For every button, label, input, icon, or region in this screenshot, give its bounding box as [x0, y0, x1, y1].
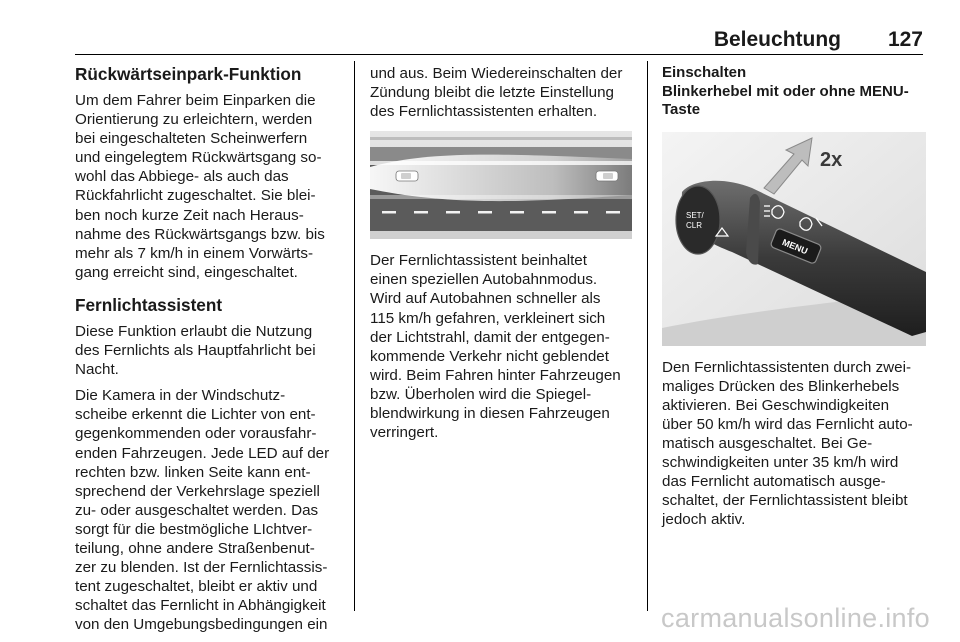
paragraph-reverse-parking — [75, 91, 345, 282]
text-line: blendwirkung in diesen Fahrzeugen — [370, 405, 610, 423]
text-line: scheibe erkennt die Lichter von ent- — [75, 406, 316, 424]
text-line: ben noch kurze Zeit nach Heraus- — [75, 206, 304, 224]
text-line: Blinkerhebel mit oder ohne MENU- — [662, 82, 909, 100]
text-line: einen speziellen Autobahnmodus. — [370, 271, 598, 289]
text-line: mehr als 7 km/h in einem Vorwärts- — [75, 244, 314, 262]
column-1 — [75, 64, 345, 641]
paragraph-motorway-mode — [370, 251, 640, 442]
press-twice-label: 2x — [820, 148, 843, 171]
text-line: Taste — [662, 101, 701, 118]
car-left-icon — [396, 171, 418, 181]
text-line: schaltet das Fernlicht in Abhängigkeit — [75, 597, 326, 615]
text-line: sprechend der Verkehrslage speziell — [75, 482, 320, 500]
page-header — [75, 24, 923, 52]
text-line: des Fernlichtassistenten erhalten. — [370, 103, 598, 121]
text-line: Diese Funktion erlaubt die Nutzung — [75, 322, 313, 340]
text-line: sorgt für die bestmögliche LIchtver- — [75, 520, 313, 538]
column-2 — [370, 64, 640, 449]
header-rule — [75, 54, 923, 55]
paragraph-continued — [370, 64, 640, 121]
car-right-icon — [596, 171, 618, 181]
text-line: und eingelegtem Rückwärtsgang so- — [75, 149, 322, 167]
text-line: schaltet, der Fernlichtassistent bleibt — [662, 492, 908, 510]
paragraph-activation — [662, 358, 928, 530]
text-line: zu- oder ausgeschaltet werden. Das — [75, 501, 319, 519]
text-line: gegenkommenden oder vorausfahr- — [75, 425, 317, 443]
page-number: 127 — [887, 28, 923, 51]
turn-signal-lever-illustration — [662, 132, 926, 346]
column-3 — [662, 64, 928, 536]
text-line: enden Fahrzeugen. Jede LED auf der — [75, 444, 330, 462]
text-line: Zündung bleibt die letzte Einstellung — [370, 84, 615, 102]
text-line: rechten bzw. linken Seite kann ent- — [75, 463, 311, 481]
page-title: Beleuchtung — [713, 28, 841, 51]
set-clr-label: CLR — [686, 220, 703, 230]
text-line: Den Fernlichtassistenten durch zwei- — [662, 358, 912, 376]
column-divider-2 — [647, 61, 648, 611]
text-line: der Lichtstrahl, damit der entgegen- — [370, 328, 610, 346]
text-line: von den Umgebungsbedingungen ein — [75, 616, 328, 634]
text-line: nahme des Rückwärtsgangs bzw. bis — [75, 225, 325, 243]
text-line: das Fernlicht automatisch ausge- — [662, 473, 886, 491]
text-line: jedoch aktiv. — [662, 511, 746, 529]
column-divider-1 — [354, 61, 355, 611]
section-heading-reverse-parking: Rückwärtseinpark-Funktion — [75, 64, 302, 84]
text-line: maliges Drücken des Blinkerhebels — [662, 377, 900, 395]
text-line: wohl das Abbiege- als auch das — [75, 168, 289, 186]
text-line: Die Kamera in der Windschutz- — [75, 387, 286, 405]
text-line: Nacht. — [75, 361, 119, 379]
text-line: teilung, ohne andere Straßenbenut- — [75, 539, 315, 557]
highway-beam-illustration — [370, 131, 632, 239]
text-line: bei eingeschalteten Scheinwerfern — [75, 130, 308, 148]
text-line: Rückfahrlicht zugeschaltet. Sie blei- — [75, 187, 316, 205]
text-line: matisch ausgeschaltet. Bei Ge- — [662, 434, 873, 452]
set-clr-label: SET/ — [686, 210, 704, 220]
text-line: wird. Beim Fahren hinter Fahrzeugen — [370, 366, 621, 384]
text-line: und aus. Beim Wiedereinschalten der — [370, 65, 623, 82]
text-line: Der Fernlichtassistent beinhaltet — [370, 252, 587, 270]
text-line: Orientierung zu erleichtern, werden — [75, 111, 313, 129]
text-line: gang erreicht sind, eingeschaltet. — [75, 263, 298, 281]
text-line: schwindigkeiten unter 35 km/h wird — [662, 453, 899, 471]
text-line: tent zugeschaltet, bleibt er aktiv und — [75, 578, 318, 596]
watermark: carmanualsonline.info — [661, 603, 930, 633]
paragraph-high-beam-intro — [75, 322, 345, 379]
text-line: bzw. Überholen wird die Spiegel- — [370, 385, 592, 403]
text-line: zer zu blenden. Ist der Fernlichtassis- — [75, 559, 328, 577]
text-line: kommende Verkehr nicht geblendet — [370, 347, 609, 365]
text-line: 115 km/h gefahren, verkleinert sich — [370, 309, 606, 327]
text-line: des Fernlichts als Hauptfahrlicht bei — [75, 342, 316, 360]
text-line: über 50 km/h wird das Fernlicht auto- — [662, 415, 913, 433]
text-line: Um dem Fahrer beim Einparken die — [75, 92, 316, 109]
menu-button-label: MENU — [780, 236, 810, 256]
section-heading-activation: Einschalten — [662, 64, 747, 81]
text-line: aktivieren. Bei Geschwindigkeiten — [662, 396, 890, 414]
section-heading-high-beam-assist: Fernlichtassistent — [75, 294, 223, 315]
text-line: Wird auf Autobahnen schneller als — [370, 290, 601, 308]
text-line: verringert. — [370, 424, 439, 442]
paragraph-camera — [75, 386, 345, 634]
subsection-heading-turn-signal-lever — [662, 83, 928, 120]
